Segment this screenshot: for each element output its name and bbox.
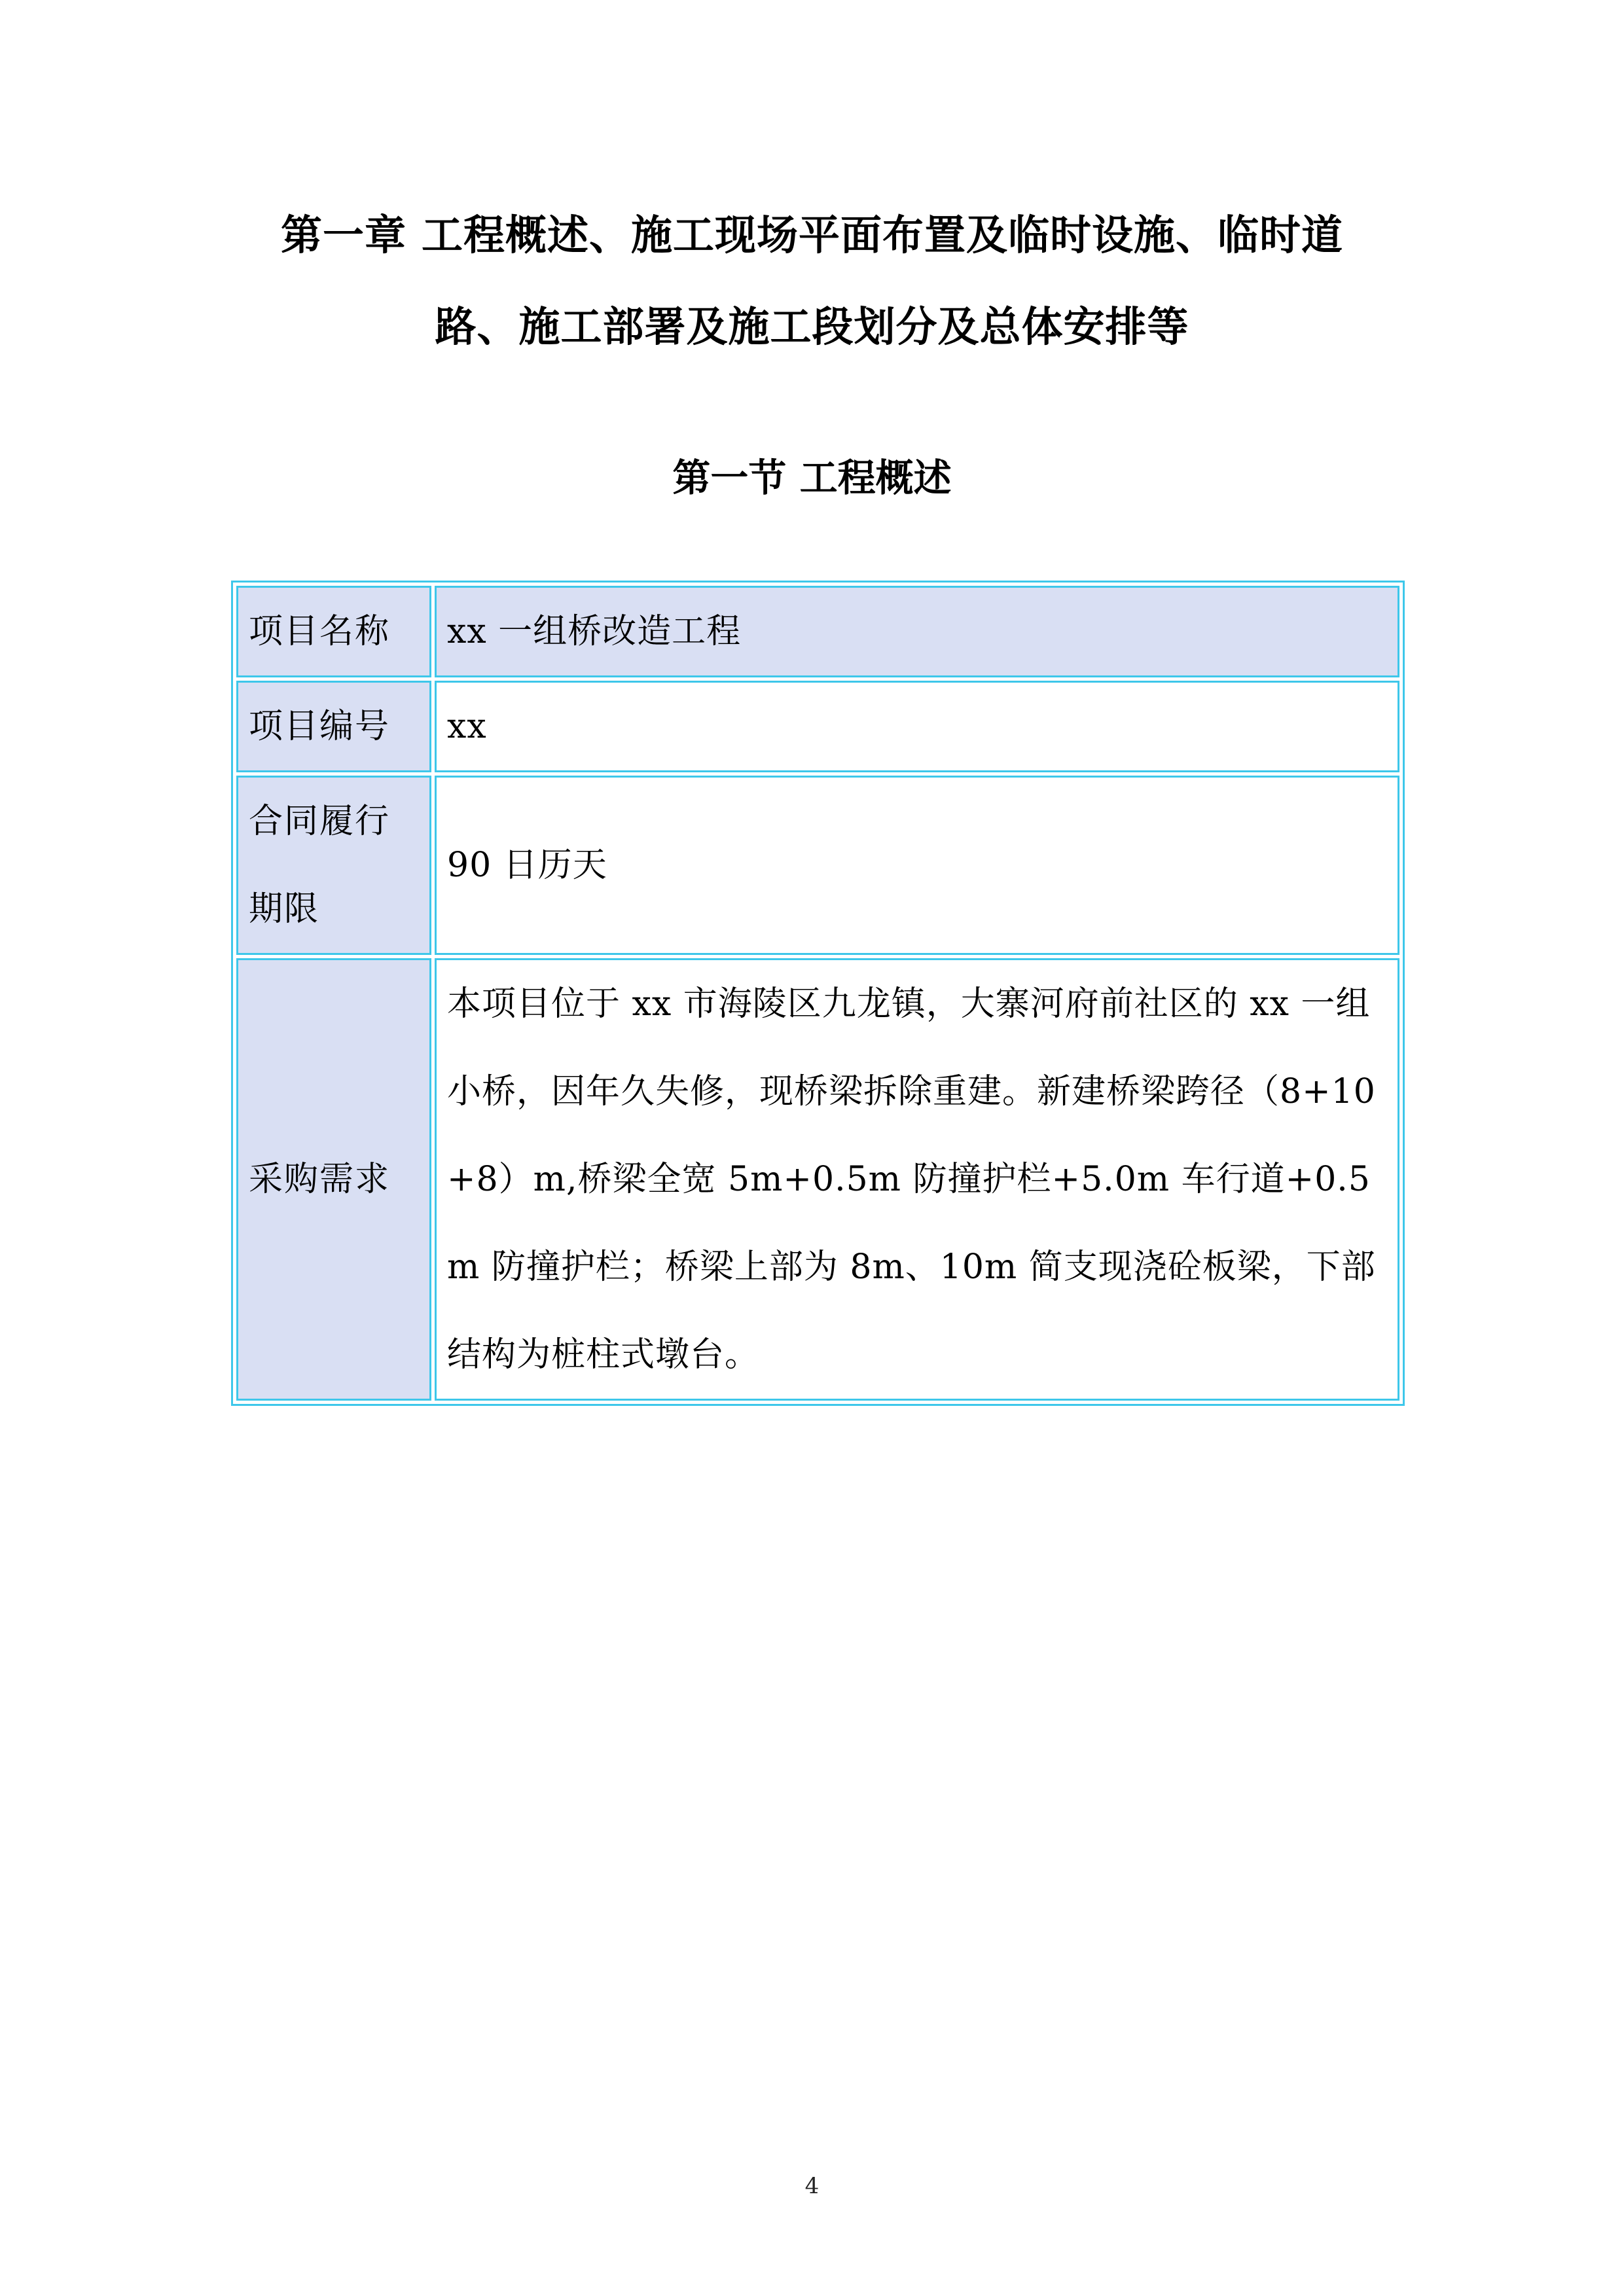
table-row-project-number	[236, 681, 1399, 772]
project-name-label: 项目名称	[236, 586, 431, 677]
project-info-table	[231, 581, 1405, 1406]
project-number-value: xx	[435, 681, 1399, 772]
project-name-value: xx 一组桥改造工程	[435, 586, 1399, 677]
procurement-requirements-label: 采购需求	[236, 958, 431, 1401]
table-row-procurement-requirements	[236, 958, 1399, 1401]
page-number: 4	[804, 2173, 820, 2199]
chapter-title-line-2: 路、施工部署及施工段划分及总体安排等	[435, 303, 1189, 351]
table-row-project-name	[236, 586, 1399, 677]
section-title: 第一节 工程概述	[672, 456, 952, 500]
contract-period-label: 合同履行期限	[236, 776, 431, 955]
procurement-requirements-value: 本项目位于 xx 市海陵区九龙镇，大寨河府前社区的 xx 一组小桥，因年久失修，现桥梁拆除重建。新建桥梁跨径（8+10+8）m,桥梁全宽 5m+0.5m 防撞护栏+5.0m 车行道+0.5m 防撞护栏；桥梁上部为 8m、10m 简支现浇砼板梁，下部结构为桩柱式墩台。	[435, 958, 1399, 1401]
chapter-title	[196, 190, 1428, 373]
table-row-contract-period	[236, 776, 1399, 955]
contract-period-value: 90 日历天	[435, 776, 1399, 955]
project-number-label: 项目编号	[236, 681, 431, 772]
chapter-title-line-1: 第一章 工程概述、施工现场平面布置及临时设施、临时道	[281, 211, 1343, 259]
